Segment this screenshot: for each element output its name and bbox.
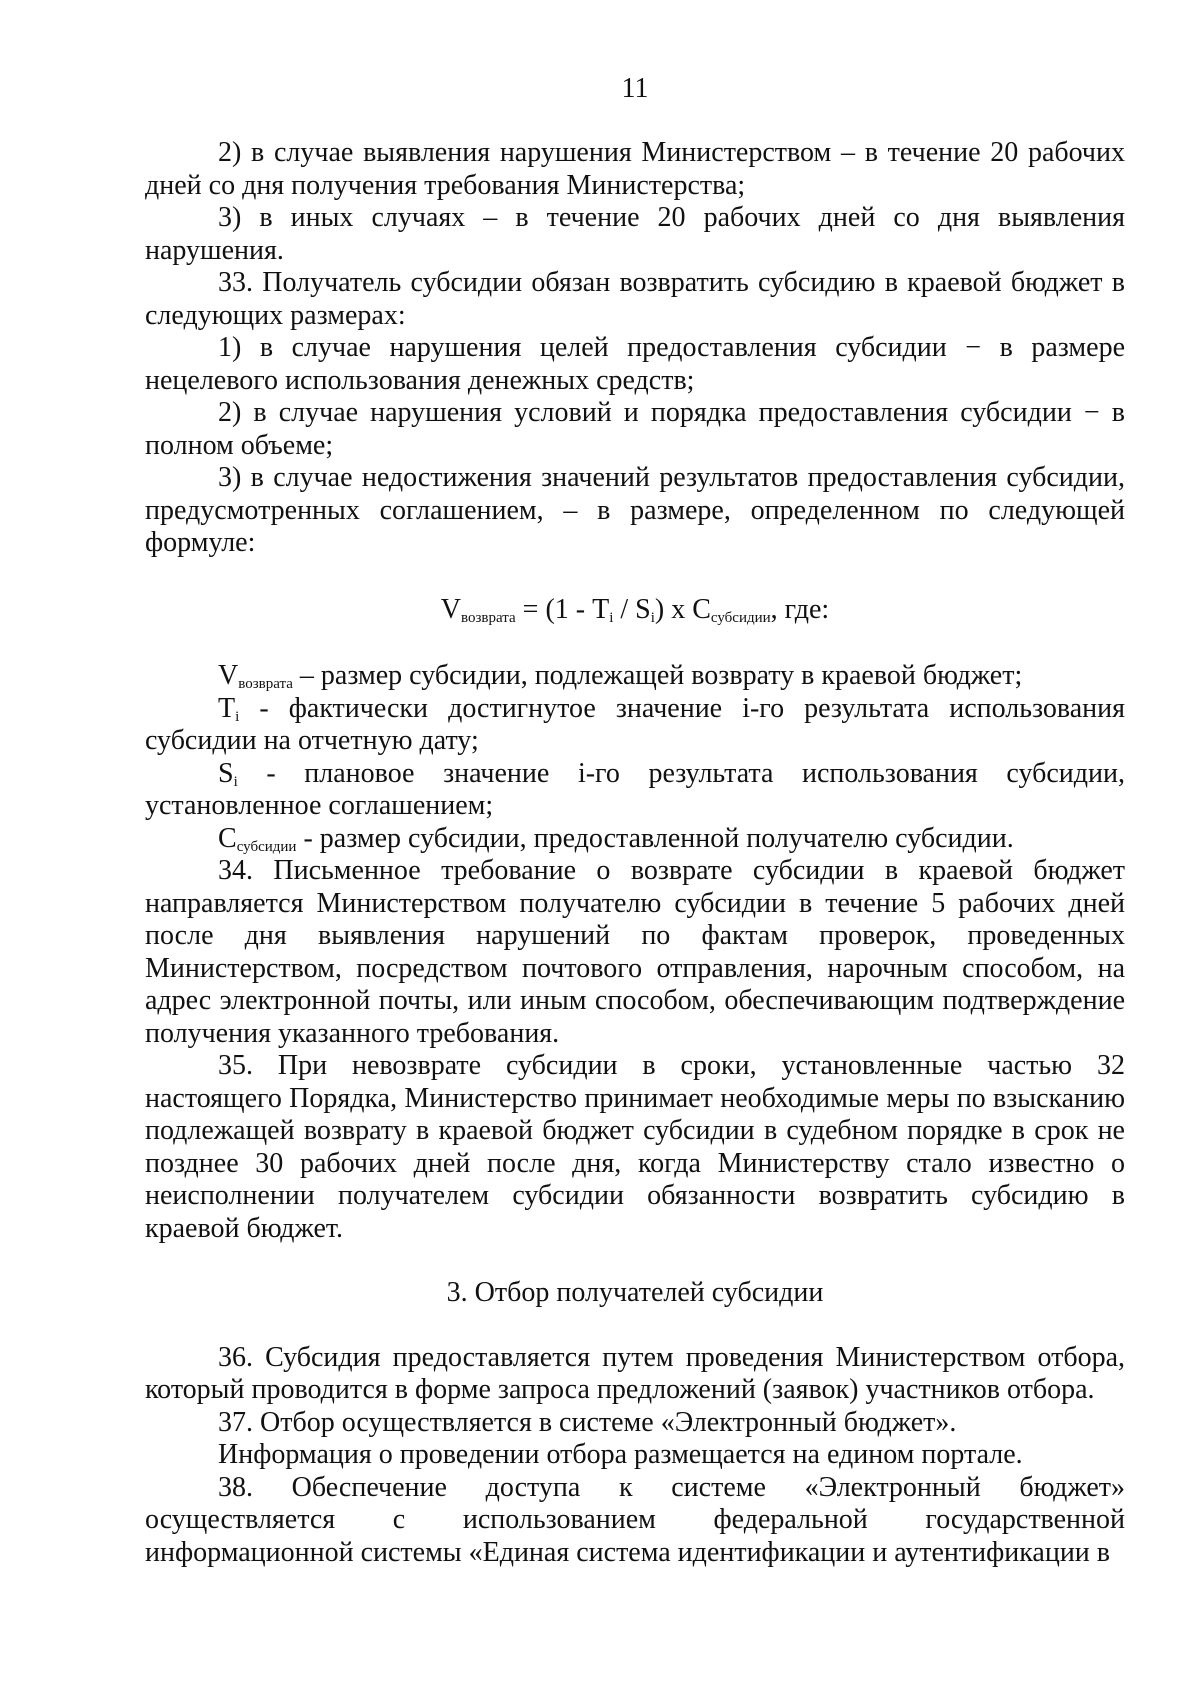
paragraph-33-2: 2) в случае нарушения условий и порядка предоставления субсидии − в полном объеме; <box>145 397 1125 461</box>
paragraph-36: 36. Субсидия предоставляется путем проведения Министерством отбора, который проводится в форме запроса предложений (заявок) участников отбора. <box>145 1341 1125 1405</box>
paragraph-37-info: Информация о проведении отбора размещается на едином портале. <box>218 1439 1023 1470</box>
paragraph-32-2: 2) в случае выявления нарушения Министерством – в течение 20 рабочих дней со дня получения требования Министерства; <box>145 137 1125 201</box>
paragraph-33-3: 3) в случае недостижения значений результатов предоставления субсидии, предусмотренных соглашением, – в размере, определенном по следующей формуле: <box>145 462 1125 558</box>
paragraph-33-1: 1) в случае нарушения целей предоставления субсидии − в размере нецелевого использования денежных средств; <box>145 332 1125 396</box>
paragraph-38: 38. Обеспечение доступа к системе «Электронный бюджет» осуществляется с использованием федеральной государственной информационной системы «Единая система идентификации и аутентификации в <box>145 1471 1125 1568</box>
page-number: 11 <box>621 73 649 104</box>
paragraph-32-3: 3) в иных случаях – в течение 20 рабочих дней со дня выявления нарушения. <box>145 202 1125 266</box>
definition-t: $T_i$ - фактически достигнутое значение i-го результата использования субсидии на отчетную дату; <box>145 692 1125 756</box>
paragraph-37: 37. Отбор осуществляется в системе «Электронный бюджет». <box>218 1406 957 1438</box>
definition-c: $C_{субсидии}$ - размер субсидии, предоставленной получателю субсидии. <box>218 822 1014 855</box>
definition-s: $S_i$ - плановое значение i-го результата использования субсидии, установленное соглашением; <box>145 757 1125 821</box>
paragraph-34: 34. Письменное требование о возврате субсидии в краевой бюджет направляется Министерством получателю субсидии в течение 5 рабочих дней после дня выявления нарушений по фактам проверок, проведенных Министерством, посредством почтового отправления, нарочным способом, на адрес электронной почты, или иным способом, обеспечивающим подтверждение получения указанного требования. <box>145 855 1125 1049</box>
document-body <box>145 137 1125 1569</box>
paragraph-35: 35. При невозврате субсидии в сроки, установленные частью 32 настоящего Порядка, Министерство принимает необходимые меры по взысканию подлежащей возврату в краевой бюджет субсидии в судебном порядке в срок не позднее 30 рабочих дней после дня, когда Министерству стало известно о неисполнении получателем субсидии обязанности возвратить субсидию в краевой бюджет. <box>145 1050 1125 1244</box>
paragraph-33: 33. Получатель субсидии обязан возвратить субсидию в краевой бюджет в следующих размерах: <box>145 267 1125 331</box>
definition-v: $V_{возврата}$ – размер субсидии, подлежащей возврату в краевой бюджет; <box>218 660 1023 692</box>
section-heading: 3. Отбор получателей субсидии <box>446 1277 824 1308</box>
refund-formula: $V_{возврата} = (1 - T_i / S_i)$ x $C_{субсидии}$, где: <box>440 593 830 626</box>
